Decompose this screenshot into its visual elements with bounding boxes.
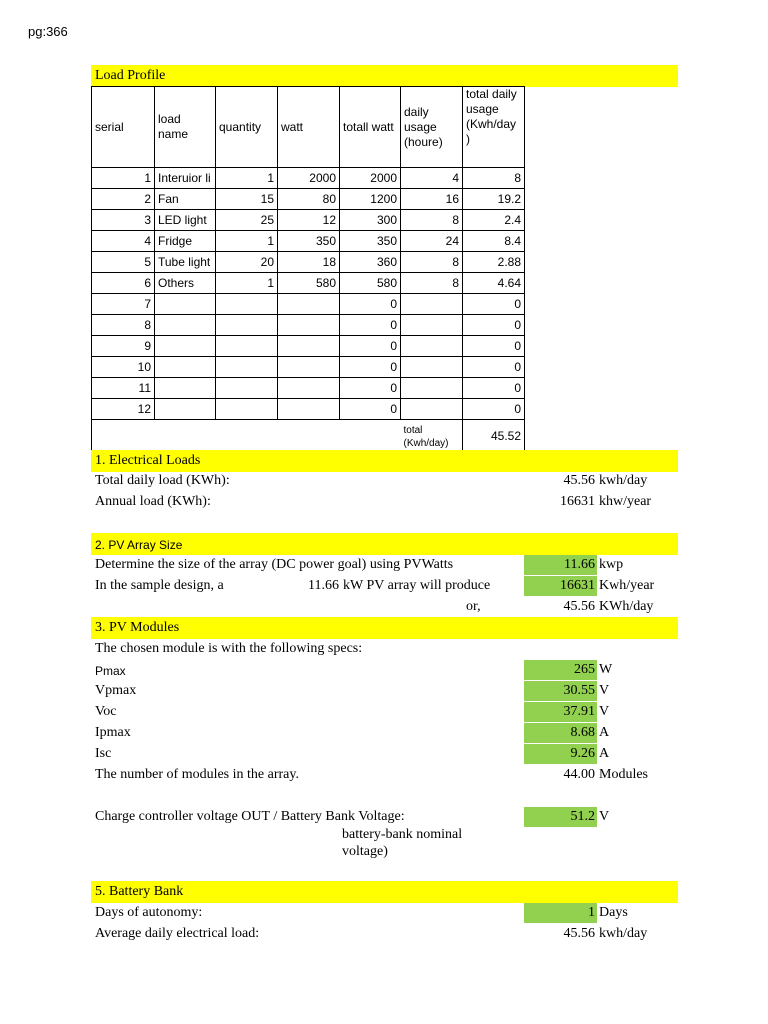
cell-total-watt[interactable]: 0 [340, 315, 401, 336]
determine-array-value: 11.66 [564, 557, 595, 572]
determine-array-row [91, 555, 678, 575]
cell-watt[interactable]: 350 [278, 231, 340, 252]
total-daily-load-label: Total daily load (KWh): [95, 473, 230, 488]
cell-total-daily-usage[interactable]: 0 [463, 336, 525, 357]
cell-watt[interactable] [278, 294, 340, 315]
determine-array-label: Determine the size of the array (DC power goal) using PVWatts [95, 557, 454, 572]
cell-quantity[interactable] [216, 378, 278, 399]
cell-total-daily-usage[interactable]: 19.2 [463, 189, 525, 210]
cell-quantity[interactable]: 15 [216, 189, 278, 210]
charge-controller-note-1: battery-bank nominal [342, 827, 463, 842]
table-body [92, 168, 525, 420]
cell-daily-usage[interactable]: 8 [401, 252, 463, 273]
cell-daily-usage[interactable]: 24 [401, 231, 463, 252]
table-header-row [92, 87, 525, 168]
avg-daily-load-unit: kwh/day [599, 926, 648, 941]
electrical-loads-title: 1. Electrical Loads [95, 453, 201, 468]
spec-value-isc: 9.26 [570, 746, 595, 761]
header-load-name: load name [155, 87, 216, 168]
page-number: pg:366 [28, 24, 68, 39]
sample-design-unit: Kwh/year [599, 578, 655, 593]
cell-total-watt[interactable]: 360 [340, 252, 401, 273]
cell-total-daily-usage[interactable]: 0 [463, 357, 525, 378]
header-total-watt: totall watt [340, 87, 401, 168]
cell-load-name[interactable]: LED light [155, 210, 216, 231]
spec-label-ipmax: Ipmax [95, 725, 131, 740]
module-intro-text: The chosen module is with the following specs: [95, 641, 363, 656]
determine-array-unit: kwp [599, 557, 624, 572]
cell-total-daily-usage[interactable]: 0 [463, 399, 525, 420]
cell-quantity[interactable]: 1 [216, 231, 278, 252]
table-row [92, 252, 525, 273]
pv-array-title: 2. PV Array Size [95, 538, 183, 552]
cell-watt[interactable]: 18 [278, 252, 340, 273]
cell-total-daily-usage[interactable]: 8.4 [463, 231, 525, 252]
cell-load-name[interactable]: Fridge [155, 231, 216, 252]
cell-daily-usage[interactable] [401, 357, 463, 378]
spec-unit-pmax: W [599, 662, 613, 677]
table-row [92, 189, 525, 210]
header-total-daily-usage: total daily usage (Kwh/day ) [463, 87, 525, 168]
module-count-label: The number of modules in the array. [95, 767, 299, 782]
spec-value-voc: 37.91 [563, 704, 595, 719]
sample-design-mid-value: 11.66 [308, 578, 339, 593]
cell-daily-usage[interactable] [401, 336, 463, 357]
table-row [92, 336, 525, 357]
cell-watt[interactable] [278, 315, 340, 336]
annual-load-row [91, 492, 678, 512]
module-intro-row [91, 639, 678, 659]
spec-label-vpmax: Vpmax [95, 683, 137, 698]
pv-modules-header [91, 617, 678, 639]
cell-total-watt[interactable]: 0 [340, 294, 401, 315]
cell-quantity[interactable]: 25 [216, 210, 278, 231]
module-count-row [91, 765, 678, 785]
cell-quantity[interactable] [216, 294, 278, 315]
cell-quantity[interactable] [216, 315, 278, 336]
table-row [92, 357, 525, 378]
electrical-loads-header [91, 450, 678, 472]
cell-total-watt[interactable]: 580 [340, 273, 401, 294]
cell-watt[interactable]: 580 [278, 273, 340, 294]
cell-quantity[interactable]: 20 [216, 252, 278, 273]
or-unit: KWh/day [599, 599, 654, 614]
charge-controller-value: 51.2 [570, 809, 595, 824]
spec-value-pmax: 265 [574, 662, 595, 677]
cell-total-daily-usage[interactable]: 0 [463, 294, 525, 315]
charge-controller-note-2: voltage) [342, 844, 388, 859]
total-label: total (Kwh/day) [401, 420, 463, 452]
cell-daily-usage[interactable]: 8 [401, 210, 463, 231]
spec-unit-vpmax: V [599, 683, 610, 698]
cell-serial[interactable]: 5 [92, 252, 155, 273]
cell-total-watt[interactable]: 0 [340, 378, 401, 399]
sample-design-value: 16631 [560, 578, 595, 593]
cell-load-name[interactable]: Tube light [155, 252, 216, 273]
or-value: 45.56 [563, 599, 595, 614]
cell-total-daily-usage[interactable]: 2.88 [463, 252, 525, 273]
charge-controller-row [91, 807, 678, 827]
spec-unit-voc: V [599, 704, 610, 719]
cell-serial[interactable]: 6 [92, 273, 155, 294]
cell-total-watt[interactable]: 1200 [340, 189, 401, 210]
table-total-row [92, 420, 525, 452]
cell-load-name[interactable] [155, 378, 216, 399]
cell-load-name[interactable] [155, 399, 216, 420]
spec-value-ipmax: 8.68 [570, 725, 595, 740]
annual-load-value: 16631 [560, 494, 595, 509]
autonomy-input-cell[interactable] [524, 903, 597, 923]
total-value: 45.52 [463, 420, 525, 452]
cell-watt[interactable] [278, 399, 340, 420]
cell-total-watt[interactable]: 0 [340, 357, 401, 378]
cell-watt[interactable]: 80 [278, 189, 340, 210]
cell-serial[interactable]: 9 [92, 336, 155, 357]
cell-serial[interactable]: 3 [92, 210, 155, 231]
battery-bank-title: 5. Battery Bank [95, 884, 184, 899]
cell-serial[interactable]: 7 [92, 294, 155, 315]
spec-unit-isc: A [599, 746, 610, 761]
cell-serial[interactable]: 1 [92, 168, 155, 189]
cell-total-watt[interactable]: 2000 [340, 168, 401, 189]
cell-serial[interactable]: 8 [92, 315, 155, 336]
autonomy-row [91, 903, 678, 923]
charge-controller-label: Charge controller voltage OUT / Battery Bank Voltage: [95, 809, 405, 824]
cell-serial[interactable]: 2 [92, 189, 155, 210]
cell-watt[interactable] [278, 357, 340, 378]
load-profile-table [91, 86, 525, 452]
module-count-unit: Modules [599, 767, 648, 782]
table-row [92, 273, 525, 294]
charge-controller-note-row-2 [91, 842, 678, 862]
cell-load-name[interactable] [155, 357, 216, 378]
autonomy-value: 1 [588, 905, 595, 920]
cell-daily-usage[interactable]: 16 [401, 189, 463, 210]
total-daily-load-unit: kwh/day [599, 473, 648, 488]
table-row [92, 399, 525, 420]
total-daily-load-row [91, 471, 678, 491]
pv-array-header [91, 533, 678, 555]
table-row [92, 168, 525, 189]
cell-load-name[interactable] [155, 315, 216, 336]
sample-design-label: In the sample design, a [95, 578, 224, 593]
spec-unit-ipmax: A [599, 725, 610, 740]
battery-bank-header [91, 881, 678, 903]
cell-total-watt[interactable]: 350 [340, 231, 401, 252]
cell-total-daily-usage[interactable]: 8 [463, 168, 525, 189]
cell-serial[interactable]: 10 [92, 357, 155, 378]
cell-quantity[interactable] [216, 336, 278, 357]
cell-load-name[interactable]: Fan [155, 189, 216, 210]
table-row [92, 378, 525, 399]
cell-load-name[interactable] [155, 294, 216, 315]
cell-quantity[interactable] [216, 399, 278, 420]
cell-total-watt[interactable]: 0 [340, 336, 401, 357]
header-watt: watt [278, 87, 340, 168]
cell-serial[interactable]: 12 [92, 399, 155, 420]
table-row [92, 315, 525, 336]
cell-total-watt[interactable]: 300 [340, 210, 401, 231]
spec-row-pmax [91, 660, 678, 680]
cell-watt[interactable]: 12 [278, 210, 340, 231]
sample-design-row [91, 576, 678, 596]
total-spacer [92, 420, 401, 452]
or-row [91, 597, 678, 617]
header-serial: serial [92, 87, 155, 168]
header-quantity: quantity [216, 87, 278, 168]
cell-load-name[interactable]: Others [155, 273, 216, 294]
autonomy-unit: Days [599, 905, 628, 920]
avg-daily-load-row [91, 924, 678, 944]
spec-row-isc [91, 744, 678, 764]
table-row [92, 231, 525, 252]
cell-total-daily-usage[interactable]: 4.64 [463, 273, 525, 294]
cell-daily-usage[interactable]: 4 [401, 168, 463, 189]
total-daily-load-value: 45.56 [563, 473, 595, 488]
load-profile-title: Load Profile [95, 68, 166, 83]
table-row [92, 210, 525, 231]
cell-watt[interactable]: 2000 [278, 168, 340, 189]
cell-total-daily-usage[interactable]: 2.4 [463, 210, 525, 231]
cell-daily-usage[interactable] [401, 315, 463, 336]
or-label: or, [466, 599, 481, 614]
spec-value-vpmax: 30.55 [563, 683, 595, 698]
sample-design-mid-text: kW PV array will produce [343, 578, 491, 593]
cell-total-daily-usage[interactable]: 0 [463, 315, 525, 336]
cell-serial[interactable]: 11 [92, 378, 155, 399]
cell-daily-usage[interactable] [401, 294, 463, 315]
cell-daily-usage[interactable] [401, 378, 463, 399]
cell-watt[interactable] [278, 378, 340, 399]
cell-watt[interactable] [278, 336, 340, 357]
spec-label-voc: Voc [95, 704, 117, 719]
autonomy-label: Days of autonomy: [95, 905, 203, 920]
module-count-value: 44.00 [563, 767, 595, 782]
cell-quantity[interactable] [216, 357, 278, 378]
avg-daily-load-label: Average daily electrical load: [95, 926, 260, 941]
spec-row-ipmax [91, 723, 678, 743]
spec-row-vpmax [91, 681, 678, 701]
table-row [92, 294, 525, 315]
header-daily-usage: daily usage (houre) [401, 87, 463, 168]
cell-daily-usage[interactable]: 8 [401, 273, 463, 294]
spec-label-isc: Isc [95, 746, 112, 761]
pv-modules-title: 3. PV Modules [95, 620, 180, 635]
cell-quantity[interactable]: 1 [216, 168, 278, 189]
load-profile-header [91, 65, 678, 87]
cell-quantity[interactable]: 1 [216, 273, 278, 294]
cell-serial[interactable]: 4 [92, 231, 155, 252]
annual-load-label: Annual load (KWh): [95, 494, 211, 509]
spec-row-voc [91, 702, 678, 722]
cell-load-name[interactable] [155, 336, 216, 357]
cell-total-watt[interactable]: 0 [340, 399, 401, 420]
cell-daily-usage[interactable] [401, 399, 463, 420]
avg-daily-load-value: 45.56 [563, 926, 595, 941]
cell-load-name[interactable]: Interuior li [155, 168, 216, 189]
annual-load-unit: khw/year [599, 494, 652, 509]
spec-label-pmax: Pmax [95, 664, 126, 678]
cell-total-daily-usage[interactable]: 0 [463, 378, 525, 399]
charge-controller-unit: V [599, 809, 610, 824]
